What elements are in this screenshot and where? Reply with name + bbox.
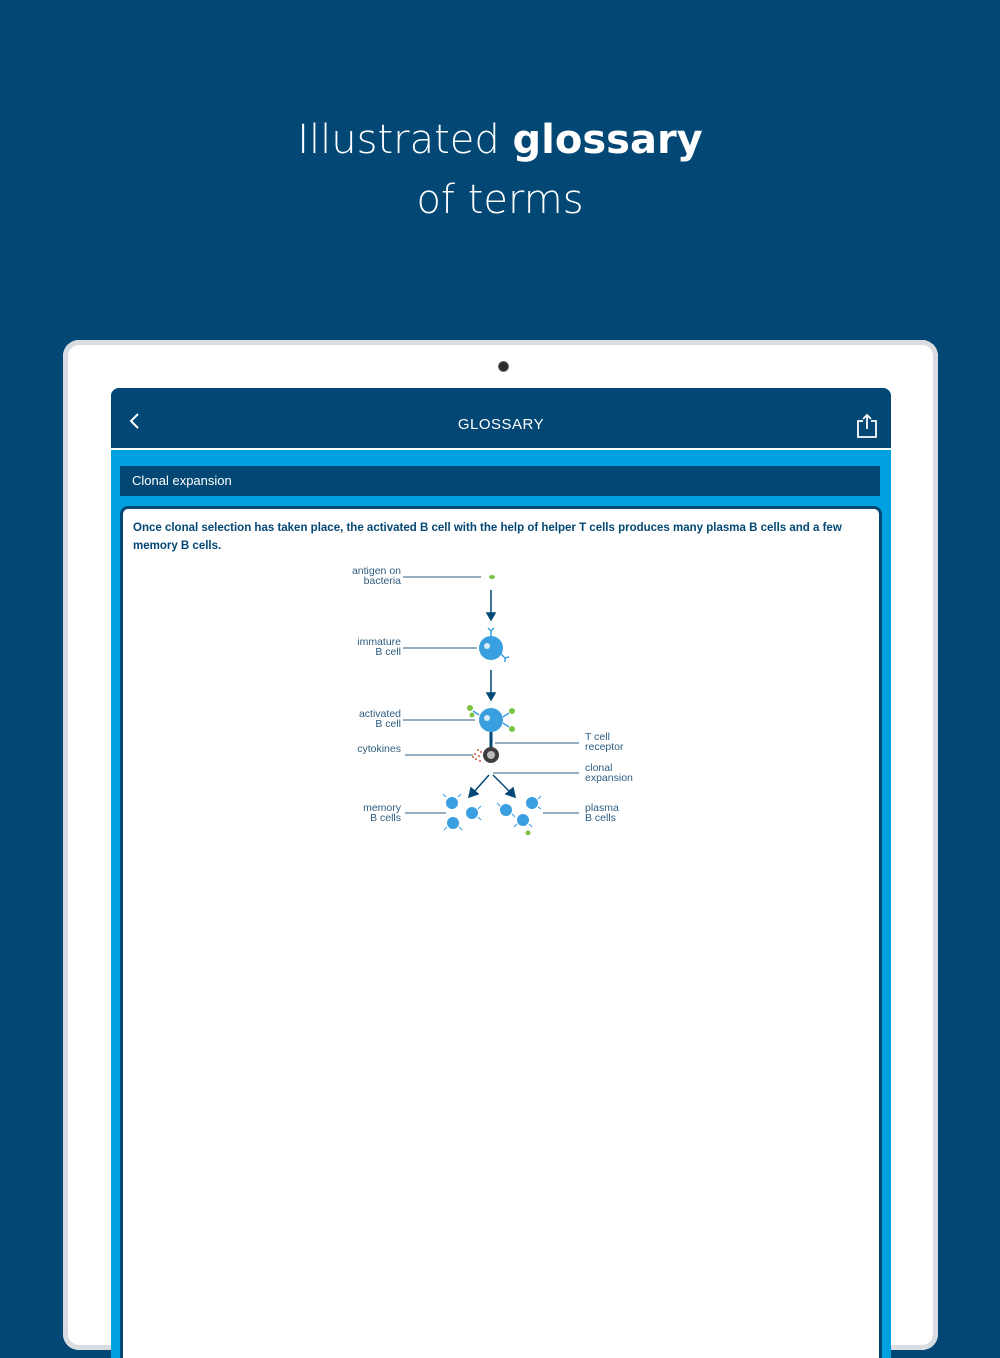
activated-b-cell-icon (467, 705, 515, 748)
camera-icon (498, 361, 509, 372)
immature-b-cell-icon (479, 628, 509, 662)
label-antigen-line2: bacteria (363, 575, 401, 587)
page-title: GLOSSARY (457, 416, 545, 433)
chevron-left-icon (123, 410, 147, 434)
label-activated-line2: B cell (375, 718, 401, 730)
tablet-frame (63, 340, 938, 1350)
plasma-b-cells-icon (497, 796, 541, 835)
label-plasma-line2: B cells (585, 812, 616, 824)
hero-line-2: of terms (416, 177, 584, 223)
hero-regular-text: Illustrated (297, 117, 500, 163)
label-memory-line1: memory (363, 802, 401, 814)
label-plasma-line1: plasma (585, 802, 619, 814)
label-tcell-line1: T cell (585, 731, 610, 743)
label-activated-line1: activated (358, 708, 401, 720)
t-cell-icon (483, 747, 499, 763)
memory-b-cells-icon (443, 794, 481, 830)
term-title: Clonal expansion (120, 466, 880, 496)
navigation-bar (111, 388, 891, 450)
term-definition: Once clonal selection has taken place, the activated B cell with the help of helper T cells produces many plasma B cells and a few memory B cells. (133, 522, 842, 552)
app-screen (111, 388, 891, 1358)
hero-heading (0, 110, 1000, 230)
share-icon (855, 412, 879, 440)
hero-line-1 (0, 110, 1000, 170)
label-memory-line2: B cells (370, 812, 401, 824)
label-clonal-line2: expansion (585, 772, 633, 784)
label-immature-line1: immature (357, 636, 401, 648)
label-clonal-line1: clonal (585, 762, 613, 774)
label-tcell-line2: receptor (585, 741, 624, 753)
label-cytokines: cytokines (357, 743, 401, 755)
clonal-expansion-diagram (351, 565, 671, 835)
share-button[interactable] (855, 412, 879, 440)
label-immature-line2: B cell (375, 646, 401, 658)
label-antigen-line1: antigen on (351, 565, 401, 577)
back-button[interactable] (123, 410, 147, 434)
cytokines-icon (472, 749, 482, 762)
term-content (120, 506, 882, 1358)
hero-bold-text: glossary (512, 117, 703, 163)
antigen-icon (489, 575, 495, 579)
